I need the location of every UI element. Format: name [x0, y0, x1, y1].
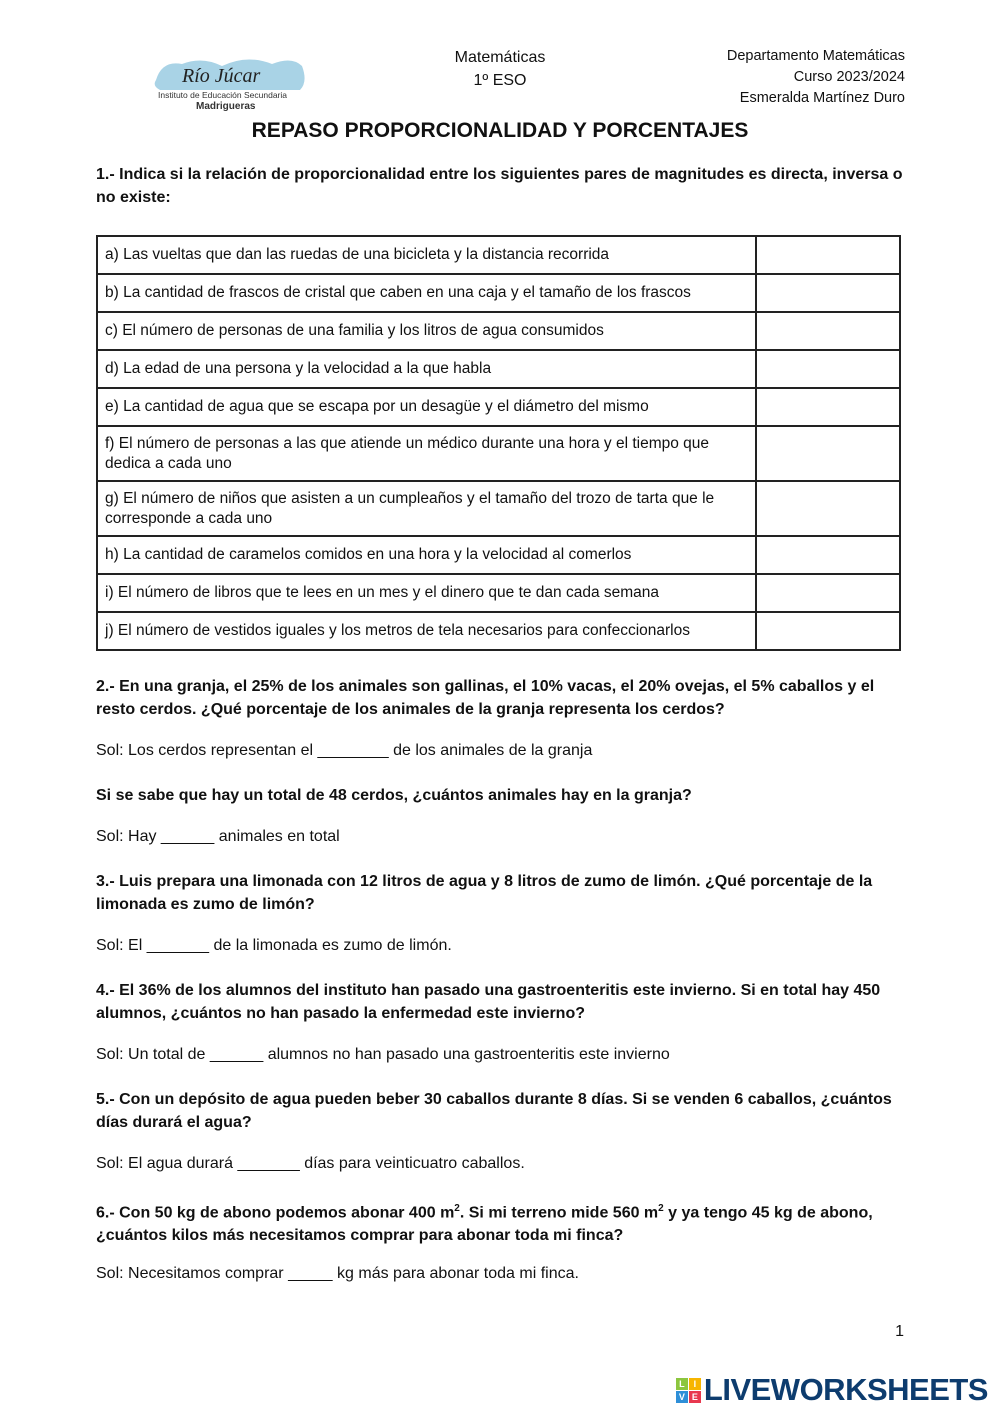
sol-text: días para veinticuatro caballos.	[304, 1155, 525, 1172]
question-4: 4.- El 36% de los alumnos del instituto han pasado una gastroenteritis este invierno. Si en total hay 450 alumnos, ¿cuántos no han pasado la enfermedad este invierno?	[96, 982, 881, 1022]
answer-cell[interactable]	[756, 388, 900, 426]
question-5: 5.- Con un depósito de agua pueden beber 30 caballos durante 8 días. Si se venden 6 caballos, ¿cuántos días durará el agua?	[96, 1091, 892, 1131]
solution-3	[96, 935, 452, 957]
answer-cell[interactable]	[756, 350, 900, 388]
solution-2b	[96, 826, 340, 848]
q-text: . Si mi terreno mide 560 m	[459, 1204, 659, 1222]
statement-cell: j) El número de vestidos iguales y los metros de tela necesarios para confeccionarlos	[97, 612, 756, 650]
sol-text: Sol: El	[96, 937, 143, 954]
sol-text: animales en total	[218, 828, 340, 845]
answer-cell[interactable]	[756, 274, 900, 312]
table-row	[97, 574, 900, 612]
page-title: REPASO PROPORCIONALIDAD Y PORCENTAJES	[251, 119, 749, 142]
header-center	[400, 46, 600, 92]
answer-blank[interactable]: _____	[288, 1265, 333, 1282]
sol-text: de la limonada es zumo de limón.	[213, 937, 452, 954]
sol-text: Sol: Los cerdos representan el	[96, 742, 314, 759]
sol-text: Sol: Un total de	[96, 1046, 206, 1063]
page-number: 1	[895, 1323, 904, 1340]
table-row	[97, 350, 900, 388]
answer-blank[interactable]: _______	[237, 1155, 300, 1172]
logo-letter: V	[676, 1391, 688, 1403]
logo-graphic	[152, 52, 308, 112]
school-year: Curso 2023/2024	[793, 69, 905, 85]
logo-letter: I	[689, 1378, 701, 1390]
logo-letter: E	[689, 1391, 701, 1403]
live-squares-icon	[676, 1378, 701, 1403]
answer-cell[interactable]	[756, 426, 900, 481]
answer-cell[interactable]	[756, 574, 900, 612]
question-3: 3.- Luis prepara una limonada con 12 litros de agua y 8 litros de zumo de limón. ¿Qué porcentaje de la limonada es zumo de limón?	[96, 873, 873, 913]
sol-text: Sol: El agua durará	[96, 1155, 233, 1172]
answer-cell[interactable]	[756, 612, 900, 650]
answer-cell[interactable]	[756, 536, 900, 574]
question-1: 1.- Indica si la relación de proporcionalidad entre los siguientes pares de magnitudes es directa, inversa o no existe:	[96, 166, 903, 206]
answer-blank[interactable]: _______	[146, 937, 209, 954]
sol-text: kg más para abonar toda mi finca.	[337, 1265, 579, 1282]
course: 1º ESO	[473, 72, 527, 89]
question-2: 2.- En una granja, el 25% de los animales son gallinas, el 10% vacas, el 20% ovejas, el 5% caballos y el resto cerdos. ¿Qué porcentaje de los animales de la granja representa los cerdos?	[96, 678, 875, 718]
answer-cell[interactable]	[756, 481, 900, 536]
sol-text: alumnos no han pasado una gastroenteritis este invierno	[267, 1046, 670, 1063]
statement-cell: i) El número de libros que te lees en un mes y el dinero que te dan cada semana	[97, 574, 756, 612]
solution-2a	[96, 740, 592, 762]
question-6	[96, 1197, 906, 1247]
svg-text:Madrigueras: Madrigueras	[196, 101, 256, 112]
answer-blank[interactable]: ______	[209, 1046, 264, 1063]
statement-cell: c) El número de personas de una familia y los litros de agua consumidos	[97, 312, 756, 350]
statement-cell: b) La cantidad de frascos de cristal que caben en una caja y el tamaño de los frascos	[97, 274, 756, 312]
table-row	[97, 481, 900, 536]
q-text: 6.- Con 50 kg de abono podemos abonar 400 m	[96, 1204, 455, 1222]
superscript: 2	[454, 1203, 460, 1214]
table-row	[97, 426, 900, 481]
answer-cell[interactable]	[756, 236, 900, 274]
school-logo	[152, 52, 308, 112]
table-row	[97, 236, 900, 274]
statement-cell: h) La cantidad de caramelos comidos en una hora y la velocidad al comerlos	[97, 536, 756, 574]
solution-5	[96, 1153, 525, 1175]
liveworksheets-logo	[676, 1372, 988, 1408]
statement-cell: g) El número de niños que asisten a un cumpleaños y el tamaño del trozo de tarta que le corresponde a cada uno	[97, 481, 756, 536]
logo-letter: L	[676, 1378, 688, 1390]
department: Departamento Matemáticas	[726, 48, 905, 64]
author: Esmeralda Martínez Duro	[739, 90, 905, 106]
statement-cell: e) La cantidad de agua que se escapa por un desagüe y el diámetro del mismo	[97, 388, 756, 426]
header-right	[727, 46, 905, 109]
proportionality-table	[96, 235, 901, 651]
sol-text: Sol: Hay	[96, 828, 157, 845]
table-row	[97, 274, 900, 312]
table-row	[97, 536, 900, 574]
table-row	[97, 612, 900, 650]
brand-name: LIVEWORKSHEETS	[703, 1372, 988, 1407]
subject: Matemáticas	[454, 49, 546, 66]
statement-cell: d) La edad de una persona y la velocidad a la que habla	[97, 350, 756, 388]
q-text: y ya tengo 45 kg de abono, ¿cuántos kilos más necesitamos comprar para abonar toda mi finca?	[96, 1204, 873, 1245]
answer-cell[interactable]	[756, 312, 900, 350]
svg-text:Instituto de Educación Secunda: Instituto de Educación Secundaria	[158, 90, 288, 100]
table-row	[97, 312, 900, 350]
svg-text:Río Júcar: Río Júcar	[182, 65, 261, 87]
solution-6	[96, 1263, 579, 1285]
question-2b: Si se sabe que hay un total de 48 cerdos, ¿cuántos animales hay en la granja?	[96, 787, 692, 804]
sol-text: Sol: Necesitamos comprar	[96, 1265, 284, 1282]
sol-text: de los animales de la granja	[393, 742, 593, 759]
solution-4	[96, 1044, 670, 1066]
answer-blank[interactable]: ______	[160, 828, 215, 845]
statement-cell: a) Las vueltas que dan las ruedas de una bicicleta y la distancia recorrida	[97, 236, 756, 274]
statement-cell: f) El número de personas a las que atiende un médico durante una hora y el tiempo que dedica a cada uno	[97, 426, 756, 481]
table-row	[97, 388, 900, 426]
answer-blank[interactable]: ________	[317, 742, 389, 759]
superscript: 2	[658, 1203, 664, 1214]
